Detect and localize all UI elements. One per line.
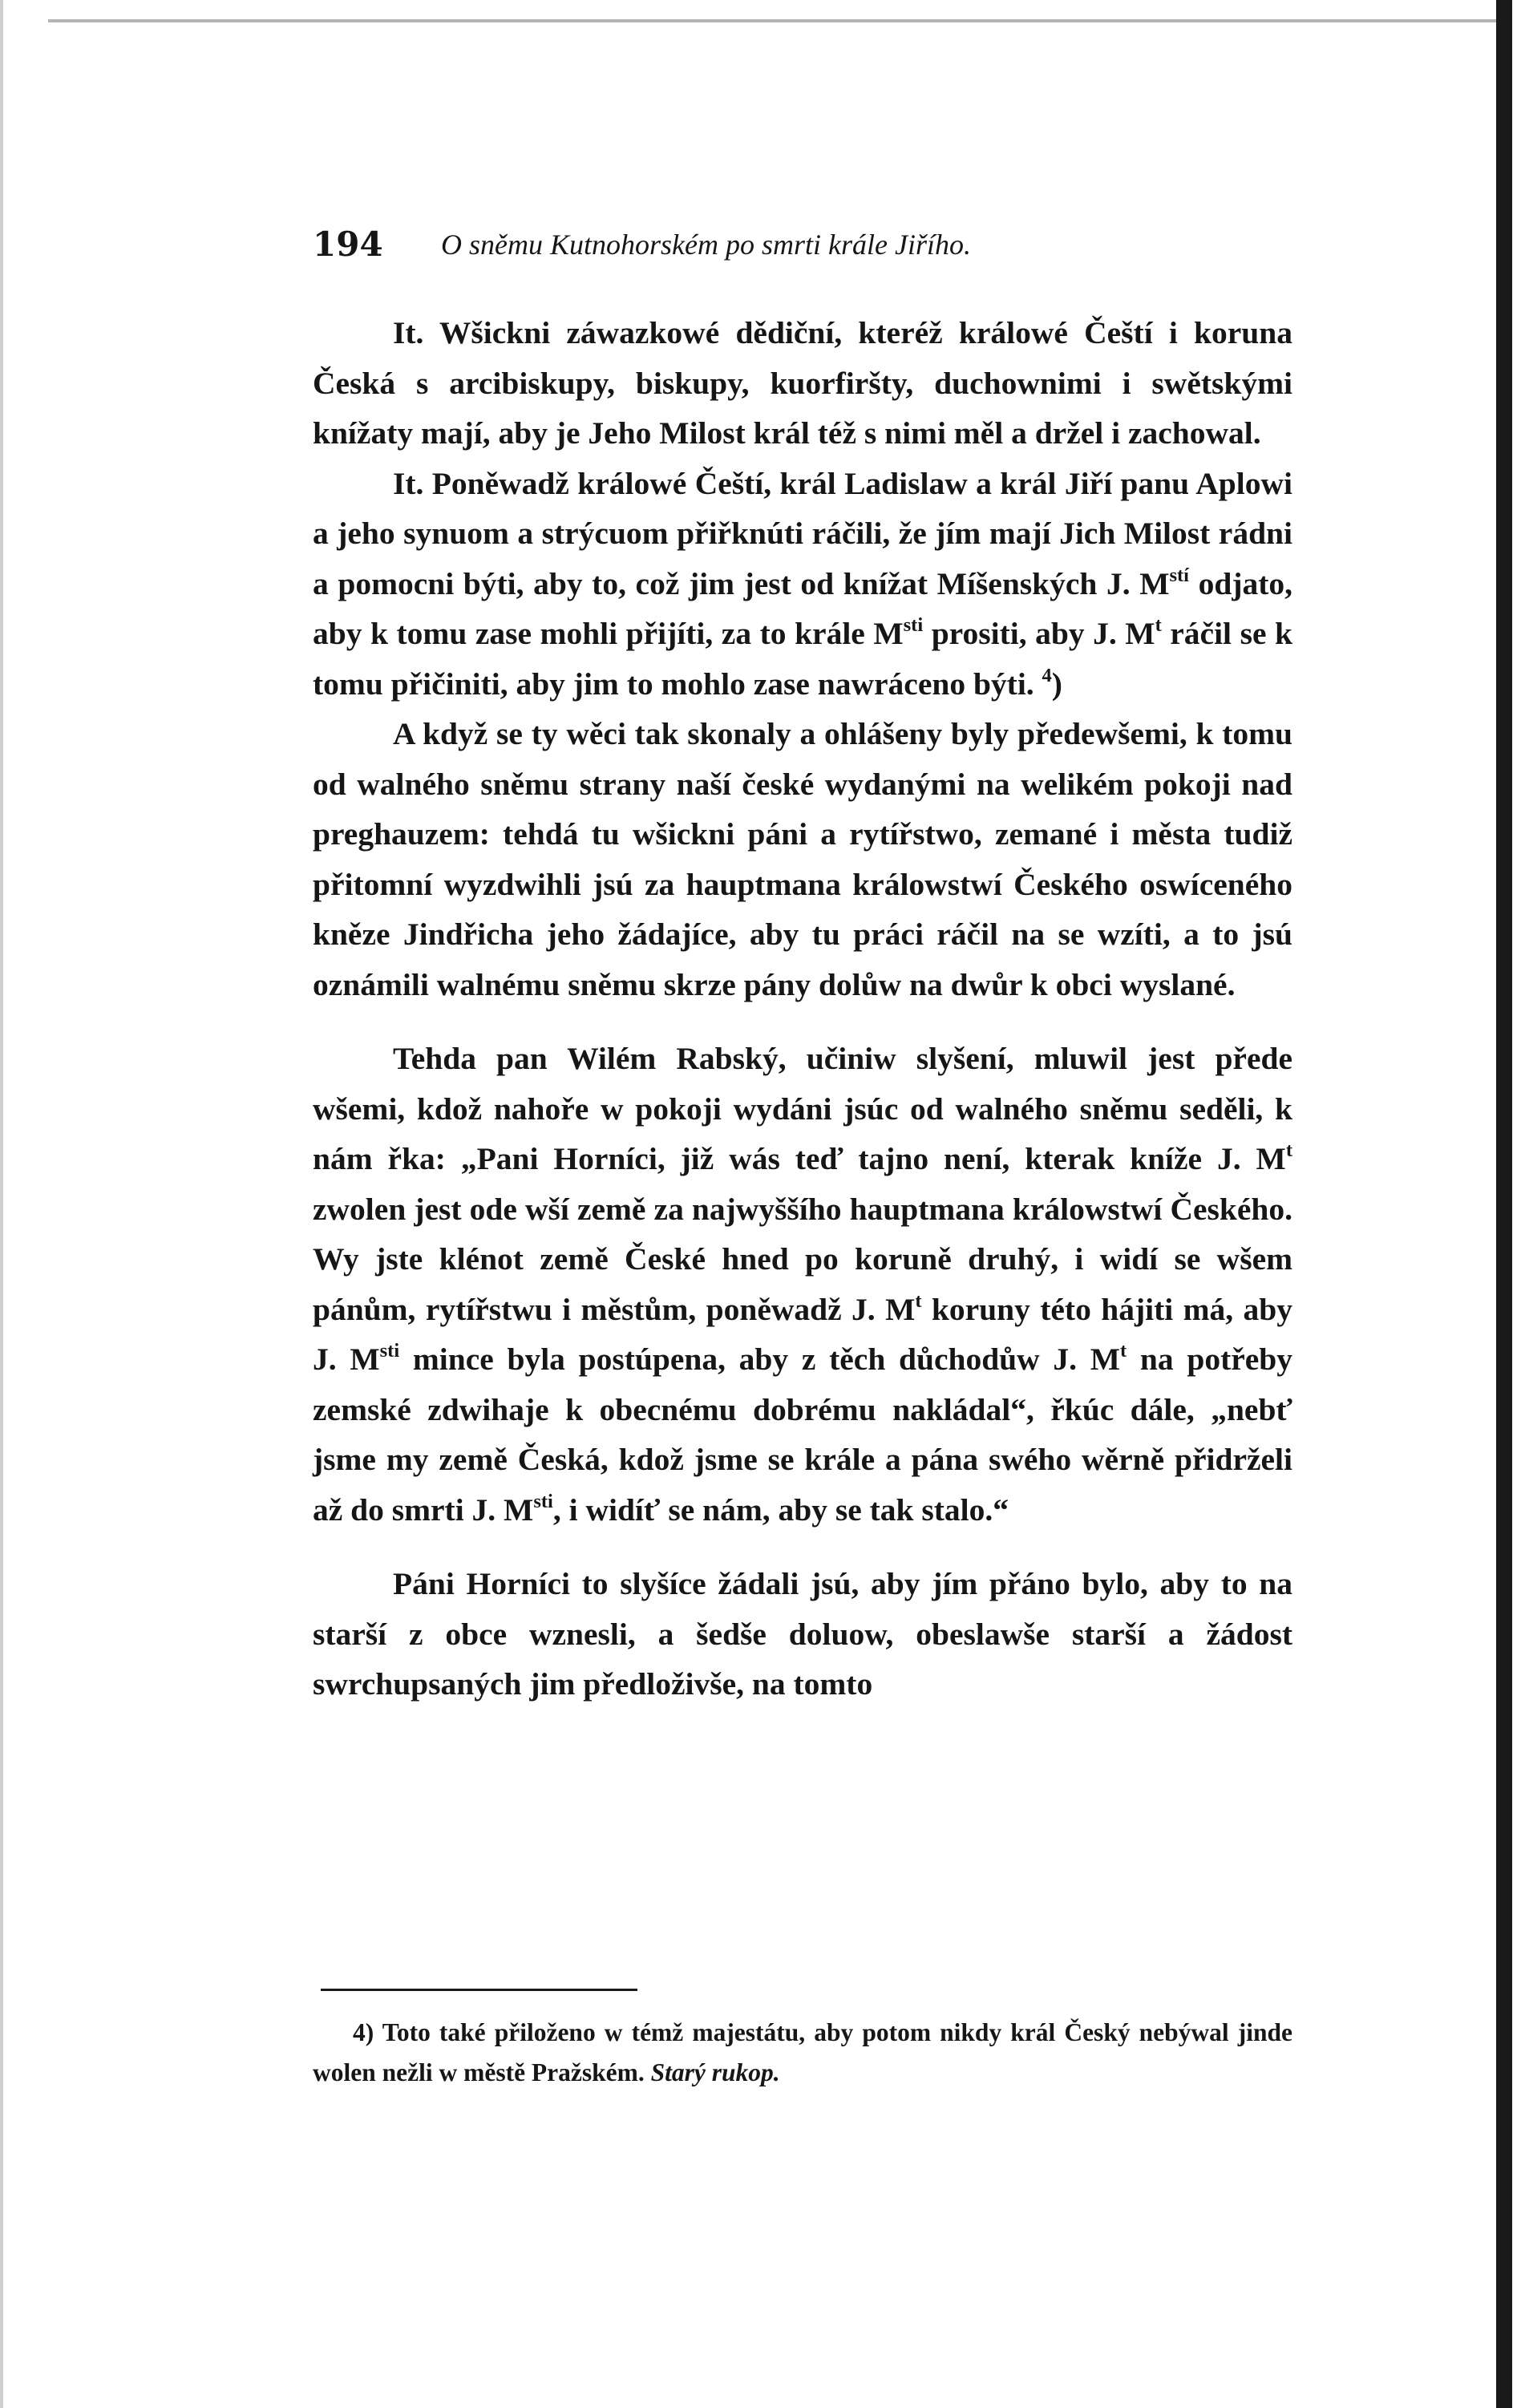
paragraph-4-text-f: , i widíť se nám, aby se tak stalo.“ <box>552 1491 1009 1528</box>
abbreviation-superscript: sti <box>533 1490 553 1512</box>
footnote-reference[interactable]: 4 <box>1042 664 1052 686</box>
paragraph-2-text-c: prositi, aby J. M <box>923 616 1155 651</box>
page-header <box>313 225 1291 273</box>
paragraph-2-text-a: It. Poněwadž králowé Čeští, král Ladislaw a král Jiří panu Aplowi a jeho synuom a strýcuom přiřknúti ráčili, že jím mají Jich Milost rádni a pomocni býti, aby to, což jim jest od knížat Míšenských J. M <box>313 465 1292 601</box>
paragraph-4-text-a: Tehda pan Wilém Rabský, učiniw slyšení, mluwil jest přede wšemi, kdož nahoře w pokoji wydáni jsúc od walného sněmu seděli, k nám řka: „Pani Horníci, již wás teď tajno není, kterak kníže J. M <box>313 1041 1292 1176</box>
abbreviation-superscript: t <box>1155 614 1162 637</box>
page-edge-top <box>48 19 1496 22</box>
page-edge-right <box>1496 0 1512 2408</box>
paragraph-1: It. Wšickni záwazkowé dědiční, kteréž králowé Čeští i koruna Česká s arcibiskupy, biskupy, kuorfiršty, duchownimi i swětskými knížaty mají, aby je Jeho Milost král též s nimi měl a držel i zachowal. <box>313 315 1292 451</box>
abbreviation-superscript: sti <box>379 1340 400 1362</box>
paragraph-2-text-d: ráčil se k tomu přičiniti, aby jim to mohlo zase nawráceno býti. <box>313 616 1292 702</box>
paragraph-5: Páni Horníci to slyšíce žádali jsú, aby jím přáno bylo, aby to na starší z obce wznesli, a šedše doluow, obeslawše starší a žádost swrchupsaných jim předloživše, na tomto <box>313 1566 1292 1702</box>
abbreviation-superscript: sti <box>903 614 924 637</box>
page-edge-left <box>0 0 3 2408</box>
abbreviation-superscript: t <box>915 1289 922 1312</box>
paragraph-4-text-e: na potřeby zemské zdwihaje k obecnému dobrému nakládal“, řkúc dále, „nebť jsme my země Česká, kdož jsme se krále a pána swého wěrně přidrželi až do smrti J. M <box>313 1342 1292 1528</box>
paragraph-2 <box>313 459 1292 710</box>
paragraph-4-text-b: zwolen jest ode wší země za najwyššího hauptmana králowstwí Českého. Wy jste klénot země České hned po koruně druhý, i widí se wšem pánům, rytířstwu i městům, poněwadž J. M <box>313 1191 1292 1327</box>
main-text <box>313 308 1292 1710</box>
abbreviation-superscript: stí <box>1169 564 1189 586</box>
paragraph-4-text-d: mince byla postúpena, aby z těch důchodůw J. M <box>399 1342 1121 1377</box>
abbreviation-superscript: t <box>1285 1139 1292 1162</box>
footnote-text: 4) Toto také přiloženo w témž majestátu, aby potom nikdy král Český nebýwal jinde wolen nežli w městě Pražském. <box>313 2018 1292 2086</box>
footnote-4 <box>313 2013 1292 2093</box>
paragraph-4-text-c: koruny této hájiti má, aby J. M <box>313 1291 1292 1377</box>
running-title: O sněmu Kutnohorském po smrti krále Jiřího. <box>441 229 971 261</box>
paragraph-2-text-b: odjato, aby k tomu zase mohli přijíti, za to krále M <box>313 565 1292 651</box>
paragraph-4 <box>313 1034 1292 1535</box>
page-number: 194 <box>313 225 383 264</box>
paragraph-gap <box>313 1010 1292 1034</box>
paragraph-3: A když se ty wěci tak skonaly a ohlášeny byly předewšemi, k tomu od walného sněmu strany naší české wydanými na welikém pokoji nad preghauzem: tehdá tu wšickni páni a rytířstwo, zemané i města tudiž přitomní wyzdwihli jsú za hauptmana králowstwí Českého oswíceného kněze Jindřicha jeho žádajíce, aby tu práci ráčil na se wzíti, a to jsú oznámili walnému sněmu skrze pány dolůw na dwůr k obci wyslané. <box>313 716 1292 1002</box>
paragraph-gap <box>313 1535 1292 1559</box>
footnote-source: Starý rukop. <box>650 2058 780 2086</box>
footnote-reference-close: ) <box>1051 666 1062 702</box>
abbreviation-superscript: t <box>1120 1340 1127 1362</box>
footnote-separator <box>321 1989 637 1991</box>
